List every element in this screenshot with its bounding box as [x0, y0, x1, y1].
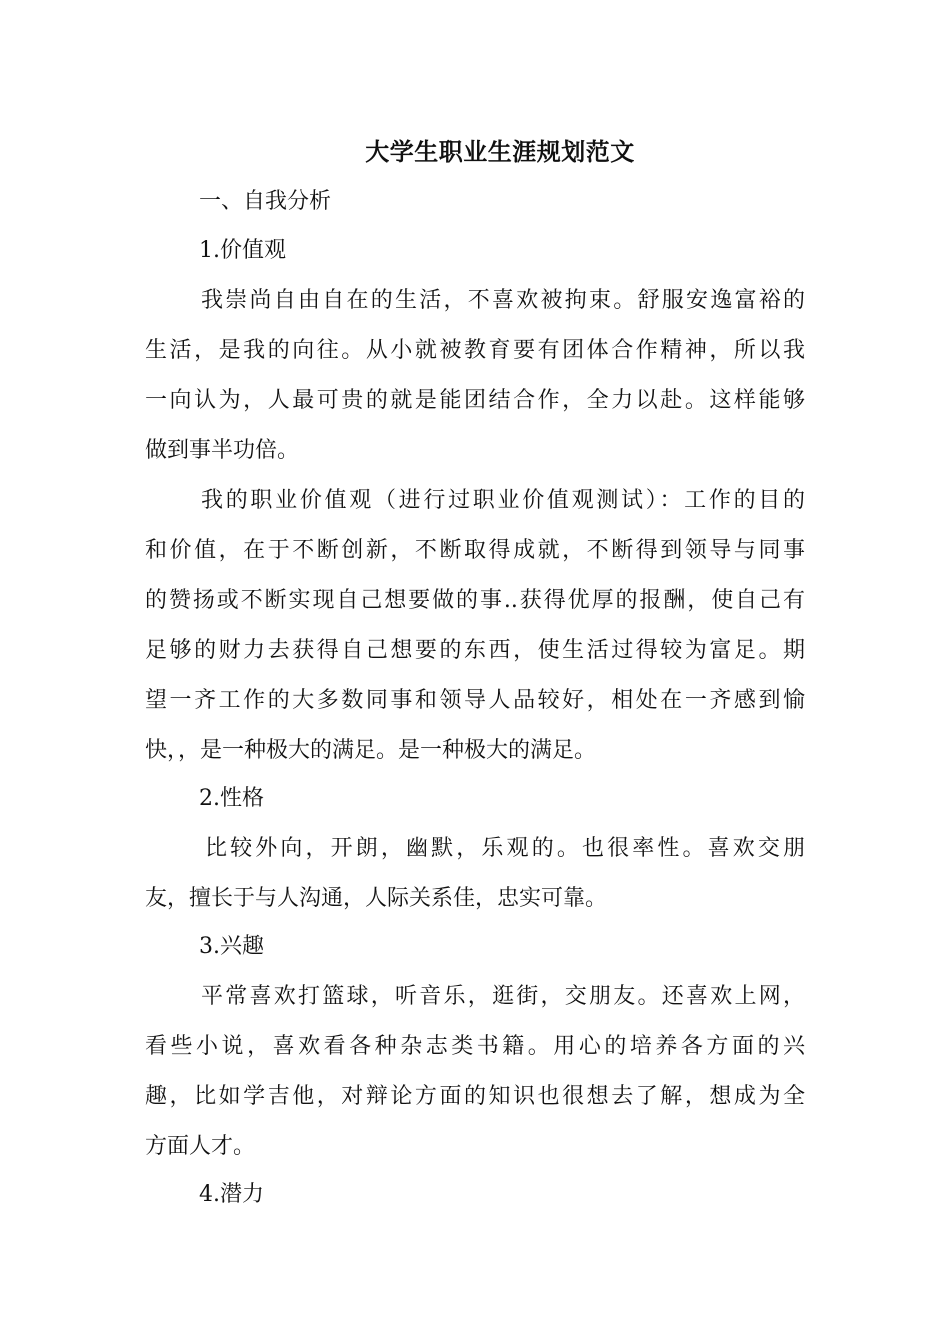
page-title: 大学生职业生涯规划范文 — [365, 137, 635, 166]
paragraph-line: 平常喜欢打篮球，听音乐，逛街，交朋友。还喜欢上网， — [201, 984, 805, 1009]
paragraph-line: 比较外向，开朗，幽默，乐观的。也很率性。喜欢交朋 — [205, 836, 805, 861]
paragraph-line: 做到事半功倍。 — [145, 438, 300, 463]
paragraph-line: 看些小说，喜欢看各种杂志类书籍。用心的培养各方面的兴 — [145, 1034, 805, 1059]
paragraph-line: 我崇尚自由自在的生活，不喜欢被拘束。舒服安逸富裕的 — [201, 288, 805, 313]
paragraph-line: 生活，是我的向往。从小就被教育要有团体合作精神，所以我 — [145, 338, 805, 363]
subheading-interests: 3.兴趣 — [199, 934, 264, 959]
paragraph-line: 我的职业价值观（进行过职业价值观测试）：工作的目的 — [201, 488, 805, 513]
section-heading-self-analysis: 一、自我分析 — [199, 189, 332, 214]
paragraph-line: 望一齐工作的大多数同事和领导人品较好，相处在一齐感到愉 — [145, 688, 805, 713]
subheading-values: 1.价值观 — [199, 238, 286, 263]
paragraph-line: 足够的财力去获得自己想要的东西，使生活过得较为富足。期 — [145, 638, 805, 663]
paragraph-line: 快，，是一种极大的满足。是一种极大的满足。 — [145, 738, 597, 763]
subheading-personality: 2.性格 — [199, 786, 264, 811]
paragraph-line: 和价值，在于不断创新，不断取得成就，不断得到领导与同事 — [145, 538, 805, 563]
subheading-potential: 4.潜力 — [199, 1182, 264, 1207]
paragraph-line: 友，擅长于与人沟通，人际关系佳，忠实可靠。 — [145, 886, 608, 911]
paragraph-line: 趣，比如学吉他，对辩论方面的知识也很想去了解，想成为全 — [145, 1084, 805, 1109]
paragraph-line: 一向认为，人最可贵的就是能团结合作，全力以赴。这样能够 — [145, 388, 805, 413]
paragraph-line: 方面人才。 — [145, 1134, 256, 1159]
paragraph-line: 的赞扬或不断实现自己想要做的事..获得优厚的报酬，使自己有 — [145, 588, 805, 613]
